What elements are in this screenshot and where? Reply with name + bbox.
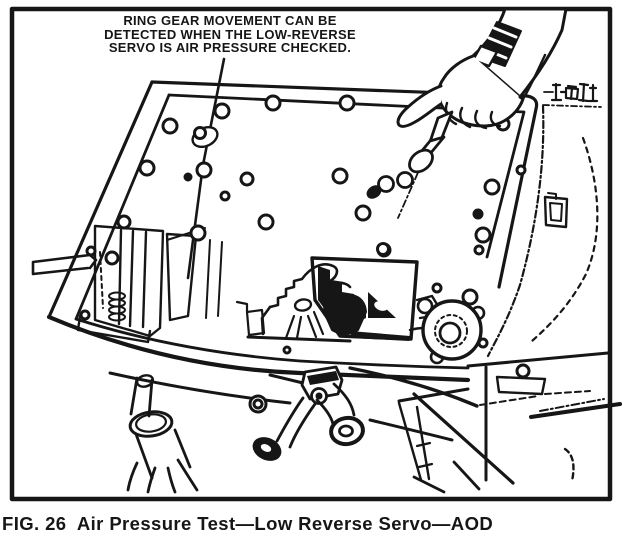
callout-line-1: RING GEAR MOVEMENT CAN BE — [123, 13, 337, 28]
filler-tube — [128, 374, 197, 492]
shift-linkage — [250, 367, 477, 464]
case-rail-bracing — [399, 353, 620, 492]
callout-text — [79, 14, 381, 55]
hidden-contour-lines — [488, 106, 597, 356]
manual-shaft — [33, 255, 96, 274]
figure-caption: FIG. 26 Air Pressure Test—Low Reverse Servo—AOD — [2, 513, 494, 534]
hose-fitting-symbols — [543, 84, 601, 107]
low-reverse-servo-cover — [418, 299, 484, 363]
callout-line-3: SERVO IS AIR PRESSURE CHECKED. — [108, 40, 352, 55]
callout-line-2: DETECTED WHEN THE LOW-REVERSE — [104, 26, 356, 42]
